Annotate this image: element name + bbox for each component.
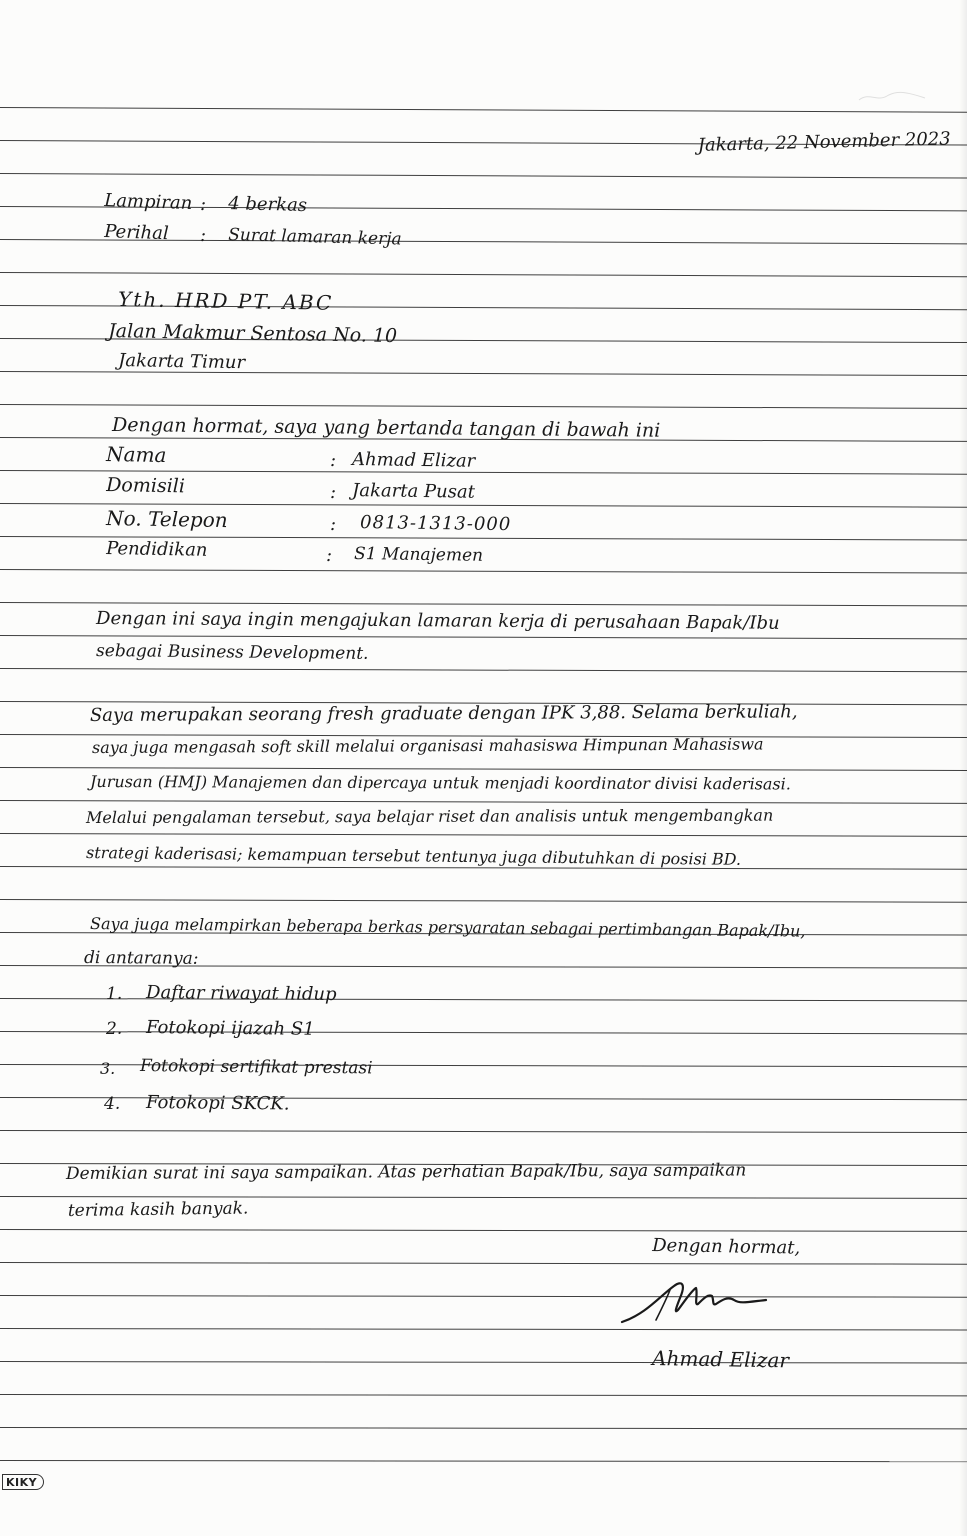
paragraph-line: Jurusan (HMJ) Manajemen dan dipercaya untuk menjadi koordinator divisi kaderisasi. <box>89 772 791 794</box>
paragraph-line: Saya merupakan seorang fresh graduate dengan IPK 3,88. Selama berkuliah, <box>89 701 798 726</box>
paragraph-line: strategi kaderisasi; kemampuan tersebut tentunya juga dibutuhkan di posisi BD. <box>85 843 742 869</box>
identity-value: 0813-1313-000 <box>359 512 512 536</box>
paragraph-line: terima kasih banyak. <box>67 1198 249 1221</box>
identity-separator: : <box>330 482 337 503</box>
identity-label: Domisili <box>105 474 186 498</box>
paragraph-line: Saya juga melampirkan beberapa berkas persyaratan sebagai pertimbangan Bapak/Ibu, <box>89 914 806 941</box>
rule-line <box>0 1394 967 1396</box>
recipient-line-2: Jalan Makmur Sentosa No. 10 <box>107 320 398 348</box>
paragraph-line: Dengan ini saya ingin mengajukan lamaran kerja di perusahaan Bapak/Ibu <box>95 608 780 634</box>
paragraph-line: sebagai Business Development. <box>95 641 369 664</box>
notebook-brand-label: KIKY <box>2 1474 44 1490</box>
attachment-value: 4 berkas <box>227 193 308 217</box>
subject-value: Surat lamaran kerja <box>227 225 402 250</box>
rule-line <box>0 602 967 606</box>
rule-line <box>0 1196 967 1199</box>
recipient-line-3: Jakarta Timur <box>117 350 246 374</box>
rule-line <box>0 767 967 771</box>
list-item: Fotokopi ijazah S1 <box>145 1017 315 1040</box>
identity-separator: : <box>330 514 337 535</box>
list-item-number: 1. <box>106 984 123 1004</box>
paragraph-line: Melalui pengalaman tersebut, saya belajar riset dan analisis untuk mengembangkan <box>85 805 774 827</box>
page-edge-shadow <box>959 0 967 1536</box>
rule-line <box>0 1295 967 1298</box>
rule-line <box>0 107 967 113</box>
identity-value: Jakarta Pusat <box>351 480 476 503</box>
salutation: Dengan hormat, <box>651 1235 801 1259</box>
list-item-number: 2. <box>106 1019 123 1039</box>
paragraph-line: saya juga mengasah soft skill melalui organisasi mahasiswa Himpunan Mahasiswa <box>91 734 764 757</box>
identity-label: Nama <box>105 442 167 468</box>
attachment-separator: : <box>200 194 207 215</box>
list-item-number: 4. <box>104 1094 121 1114</box>
attachment-label: Lampiran <box>103 190 193 215</box>
list-item: Fotokopi SKCK. <box>145 1092 290 1115</box>
opening-sentence: Dengan hormat, saya yang bertanda tangan di bawah ini <box>111 414 661 442</box>
rule-line <box>0 668 967 672</box>
paragraph-line: di antaranya: <box>83 948 199 969</box>
subject-separator: : <box>200 225 207 246</box>
rule-line <box>0 272 967 277</box>
signature-icon <box>616 1270 776 1340</box>
rule-line <box>0 1460 967 1462</box>
rule-line <box>0 1262 967 1265</box>
list-item: Fotokopi sertifikat prestasi <box>139 1056 373 1079</box>
rule-line <box>0 1361 967 1364</box>
signer-name: Ahmad Elizar <box>651 1346 790 1373</box>
identity-value: S1 Manajemen <box>353 544 484 566</box>
rule-line <box>0 1427 967 1429</box>
rule-line <box>0 635 967 639</box>
recipient-line-1: Yth. HRD PT. ABC <box>117 287 334 315</box>
rule-line <box>0 173 967 179</box>
list-item: Daftar riwayat hidup <box>145 982 337 1005</box>
letter-date: Jakarta, 22 November 2023 <box>697 128 951 156</box>
list-item-number: 3. <box>100 1059 116 1078</box>
subject-label: Perihal <box>103 221 170 245</box>
paragraph-line: Demikian surat ini saya sampaikan. Atas perhatian Bapak/Ibu, saya sampaikan <box>65 1160 747 1184</box>
identity-label: Pendidikan <box>105 538 208 561</box>
rule-line <box>0 833 967 837</box>
rule-line <box>0 371 967 376</box>
identity-label: No. Telepon <box>105 506 228 533</box>
rule-line <box>0 899 967 903</box>
rule-line <box>0 866 967 870</box>
rule-line <box>0 404 967 409</box>
rule-line <box>0 1229 967 1232</box>
faint-scribble-mark <box>857 88 927 104</box>
identity-value: Ahmad Elizar <box>351 449 476 472</box>
rule-line <box>0 1130 967 1133</box>
identity-separator: : <box>330 450 337 471</box>
rule-line <box>0 1097 967 1100</box>
rule-line <box>0 569 967 574</box>
rule-line <box>0 1328 967 1331</box>
rule-line <box>0 800 967 804</box>
identity-separator: : <box>326 545 333 566</box>
